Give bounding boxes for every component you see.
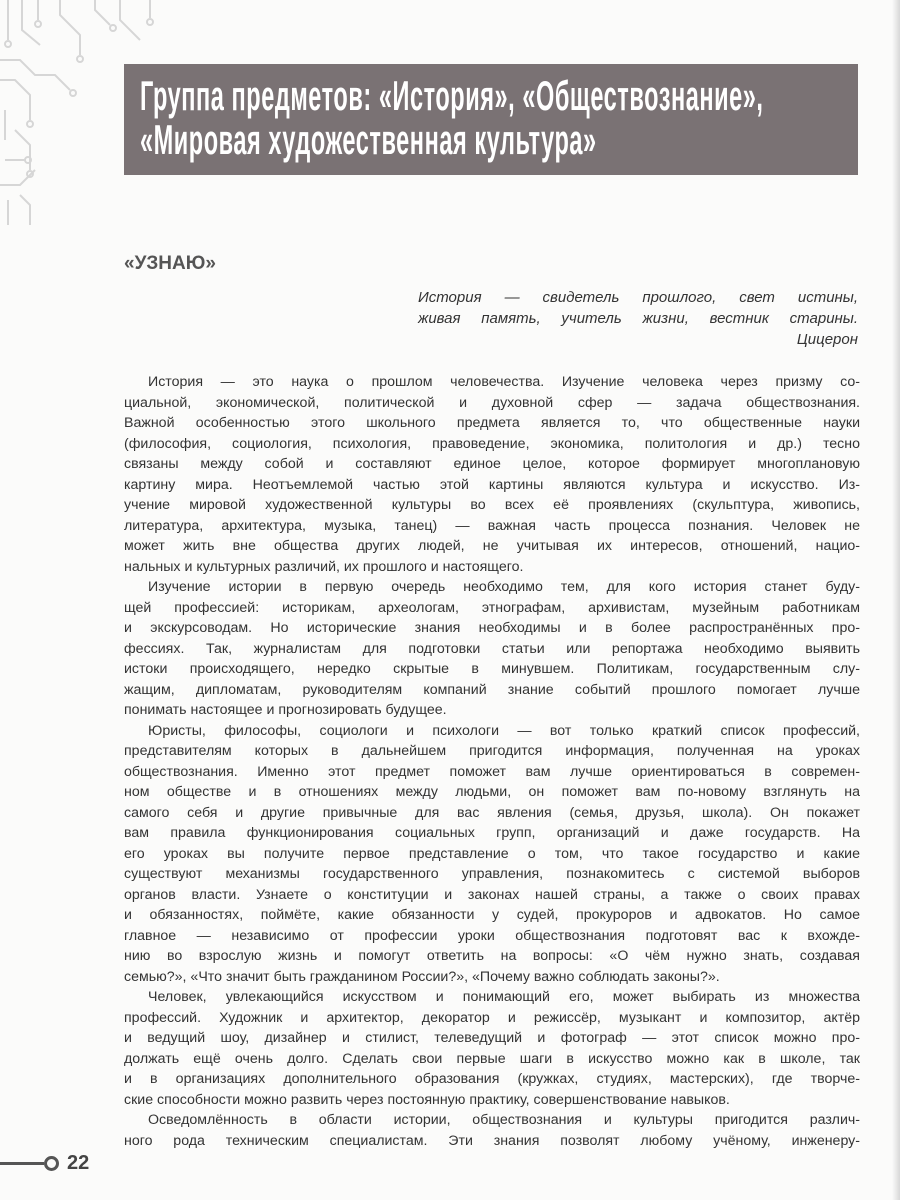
paragraph-line: Человек, увлекающийся искусством и понимающий его, может выбирать из множества [148, 989, 860, 1005]
page-number-line [0, 1162, 44, 1165]
paragraph-line: Осведомлённость в области истории, обществознания и культуры пригодится различ- [148, 1112, 860, 1128]
paragraph-line: ного рода техническим специалистам. Эти знания позволят любому учёному, инженеру- [124, 1132, 860, 1149]
paragraph-line: и экскурсоводам. Но исторические знания необходимы и в более распространённых про- [124, 620, 860, 636]
paragraph-line: истоки происходящего, нередко скрытые в минувшем. Политикам, государственным слу- [124, 661, 860, 677]
paragraph-line: ном обществе и в отношениях между людьми, он поможет вам по-новому взглянуть на [124, 784, 860, 800]
paragraph-line: понимать настоящее и прогнозировать будущее. [124, 702, 447, 718]
paragraph-line: должать ещё очень долго. Сделать свои первые шаги в искусство можно как в школе, так [124, 1050, 860, 1067]
paragraph-line: связаны между собой и составляют единое целое, которое формирует многоплановую [124, 456, 860, 472]
paragraph-line: Изучение истории в первую очередь необходимо тем, для кого история станет буду- [148, 579, 860, 595]
paragraph-line: Важной особенностью этого школьного предмета является то, что общественные науки [124, 415, 860, 431]
paragraph-line: профессий. Художник и архитектор, декоратор и режиссёр, музыкант и композитор, актёр [124, 1009, 860, 1026]
paragraph-line: существуют механизмы государственного управления, познакомитесь с системой выборов [124, 866, 860, 882]
paragraph-line: главное — независимо от профессии уроки обществознания подготовят вас к вхожде- [124, 927, 860, 944]
epigraph-line: История — свидетель прошлого, свет истины, [418, 289, 858, 306]
epigraph-line: живая память, учитель жизни, вестник старины. [418, 310, 858, 327]
paragraph-line: Юристы, философы, социологи и психологи — вот только краткий список профессий, [148, 722, 860, 739]
paragraph-line: может жить вне общества других людей, не учитывая их интересов, отношений, нацио- [124, 538, 860, 554]
paragraph-line: учение мировой художественной культуры во всех её проявлениях (скульптура, живопись, [124, 497, 860, 513]
paragraph-line: обществознания. Именно этот предмет поможет вам лучше ориентироваться в современ- [124, 763, 860, 780]
paragraph-line: щей профессией: историкам, археологам, этнографам, архивистам, музейным работникам [124, 599, 860, 616]
epigraph [418, 287, 858, 350]
paragraph-line: и обязанностях, поймёте, какие обязанности у судей, прокуроров и адвокатов. Но самое [124, 907, 860, 923]
page-number-value: 22 [67, 1152, 90, 1174]
paragraph-line: самого себя и другие привычные для вас явления (семья, друзья, школа). Он покажет [124, 804, 860, 821]
paragraph-line: (философия, социология, психология, правоведение, экономика, политология и др.) тесно [124, 435, 860, 452]
paragraph-line: представителям которых в дальнейшем пригодится информация, полученная на уроках [124, 743, 860, 759]
paragraph-line: нию во взрослую жизнь и помогут ответить на вопросы: «О чём нужно знать, создавая [124, 948, 860, 964]
paragraph-line: фессиях. Так, журналистам для подготовки статьи или репортажа необходимо выявить [124, 640, 860, 657]
title-banner [124, 64, 858, 175]
paragraph-line: его уроках вы получите первое представление о том, что такое государство и какие [124, 845, 860, 862]
paragraph-line: и в организациях дополнительного образования (кружках, студиях, мастерских), где творче- [124, 1071, 860, 1087]
paragraph-line: ские способности можно развить через постоянную практику, совершенствование навыков. [124, 1091, 730, 1108]
title-line-1: Группа предметов: «История», «Обществознание», [140, 72, 764, 119]
paragraph-line: вам правила функционирования социальных групп, организаций и даже государств. На [124, 825, 860, 841]
paragraph-line: литература, архитектура, музыка, танец) — важная часть процесса познания. Человек не [124, 517, 860, 534]
paragraph-line: семью?», «Что значит быть гражданином России?», «Почему важно соблюдать законы?». [124, 968, 720, 985]
paragraph-line: жащим, дипломатам, руководителям компаний знание событий прошлого помогает лучше [124, 681, 860, 698]
page-number [0, 1152, 89, 1175]
paragraph-line: История — это наука о прошлом человечества. Изучение человека через призму со- [148, 374, 860, 390]
paragraph-line: нальных и культурных различий, их прошлого и настоящего. [124, 558, 524, 575]
epigraph-author: Цицерон [796, 331, 858, 348]
section-heading: «УЗНАЮ» [124, 253, 216, 274]
title-line-2: «Мировая художественная культура» [140, 116, 597, 163]
page-number-circle-icon [44, 1156, 59, 1171]
body-text [124, 372, 860, 1151]
page-edge-shadow [892, 0, 900, 1200]
paragraph-line: и ведущий шоу, дизайнер и стилист, телеведущий и фотограф — этот список можно про- [124, 1030, 860, 1046]
paragraph-line: картину мира. Неотъемлемой частью этой картины являются культура и искусство. Из- [124, 476, 860, 493]
paragraph-line: циальной, экономической, политической и духовной сфер — задача обществознания. [124, 394, 860, 411]
paragraph-line: органов власти. Узнаете о конституции и законах нашей страны, а также о своих правах [124, 886, 860, 903]
